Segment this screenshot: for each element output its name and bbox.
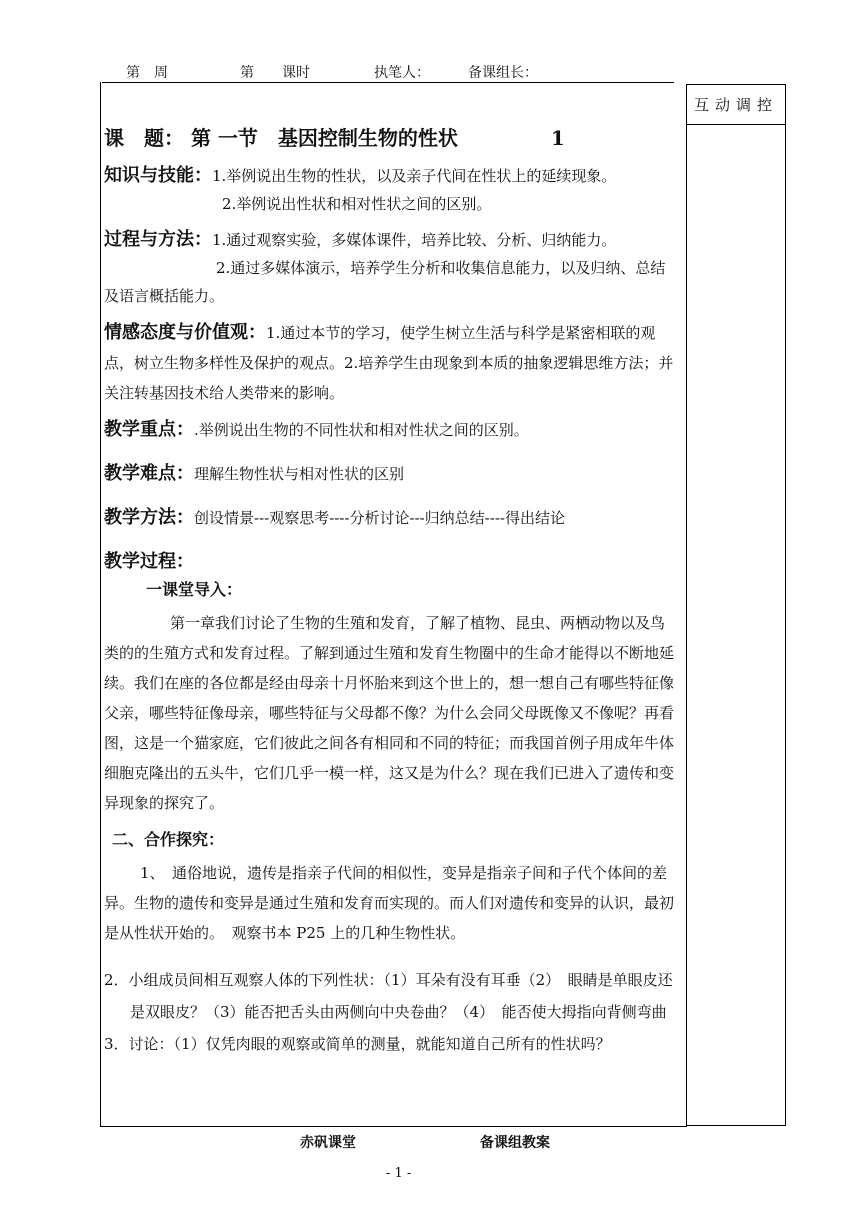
intro-heading: 一课堂导入： [146,580,243,599]
process-item-1: 1.通过观察实验，多媒体课件，培养比较、分析、归纳能力。 [212,231,617,249]
emotion-label: 情感态度与价值观： [104,322,266,343]
header-lesson-number: 第 课时 [240,65,310,81]
method-section [104,504,678,532]
difficulty-text: 理解生物性状与相对性状的区别 [194,465,405,483]
process-section [104,226,678,310]
intro-text: 第一章我们讨论了生物的生殖和发育，了解了植物、昆虫、两栖动物以及鸟类的的生殖方式和发育过程。了解到通过生殖和发育生物圈中的生命才能得以不断地延续。我们在座的各位都是经由母亲十月怀胎来到这个世上的，想一想自己有哪些特征像父亲，哪些特征像母亲，哪些特征与父母都不像？为什么会同父母既像又不像呢？再看图，这是一个猫家庭，它们彼此之间各有相同和不同的特征；而我国首例子用成年牛体细胞克隆出的五头牛，它们几乎一模一样，这又是为什么？现在我们已进入了遗传和变异现象的探究了。 [104,614,675,812]
knowledge-item-2: 2.举例说出性状和相对性状之间的区别。 [222,195,492,213]
page-header [102,62,674,83]
emotion-text: 1.通过本节的学习，使学生树立生活与科学是紧密相联的观点，树立生物多样性及保护的观点。2.培养学生由现象到本质的抽象逻辑思维方法；并关注转基因技术给人类带来的影响。 [104,324,674,402]
header-leader: 备课组长： [468,65,538,81]
method-label: 教学方法： [104,507,194,528]
header-week: 第 周 [126,65,168,81]
intro-section [104,576,678,818]
emotion-section [104,318,678,408]
explore-section [104,826,678,1060]
lesson-title-label: 课 题： [104,126,184,150]
method-text: 创设情景---观察思考----分析讨论---归纳总结----得出结论 [194,509,565,527]
process-label: 过程与方法： [104,229,212,250]
key-section [104,416,678,444]
explore-heading: 二、合作探究： [112,830,225,849]
difficulty-label: 教学难点： [104,463,194,484]
key-text: .举例说出生物的不同性状和相对性状之间的区别。 [194,421,529,439]
explore-item-2-continued: 是双眼皮？（3）能否把舌头由两侧向中央卷曲？（4） 能否使大拇指向背侧弯曲 [130,1003,667,1021]
header-author: 执笔人： [374,65,430,81]
teaching-process-heading: 教学过程： [104,551,194,572]
process-item-2: 2.通过多媒体演示，培养学生分析和收集信息能力，以及归纳、总结及语言概括能力。 [104,259,666,305]
knowledge-label: 知识与技能： [104,165,212,186]
knowledge-section [104,162,678,218]
footer-right: 备课组教案 [480,1135,550,1151]
difficulty-section [104,460,678,488]
explore-paragraph-1: 1、 通俗地说，遗传是指亲子代间的相似性，变异是指亲子间和子代个体间的差异。生物的遗传和变异是通过生殖和发育而实现的。而人们对遗传和变异的认识，最初是从性状开始的。 观察书本 P25 上的几种生物性状。 [104,864,675,942]
side-column [686,84,786,1126]
explore-list [104,964,678,1060]
key-label: 教学重点： [104,419,194,440]
side-title: 互动调控 [687,85,785,125]
lesson-title-row [104,124,678,152]
page-number: - 1 - [386,1166,412,1181]
lesson-content [104,120,678,1060]
explore-item-3: 3．讨论：（1）仅凭肉眼的观察或简单的测量，就能知道自己所有的性状吗？ [104,1035,611,1053]
footer-left: 赤矾课堂 [300,1135,356,1151]
lesson-title: 第 一节 基因控制生物的性状 [190,126,458,150]
lesson-number: 1 [550,126,565,150]
knowledge-item-1: 1.举例说出生物的性状，以及亲子代间在性状上的延续现象。 [212,167,617,185]
explore-item-2: 2．小组成员间相互观察人体的下列性状：（1）耳朵有没有耳垂（2） 眼睛是单眼皮还 [104,971,673,989]
process-heading-row [104,548,678,576]
